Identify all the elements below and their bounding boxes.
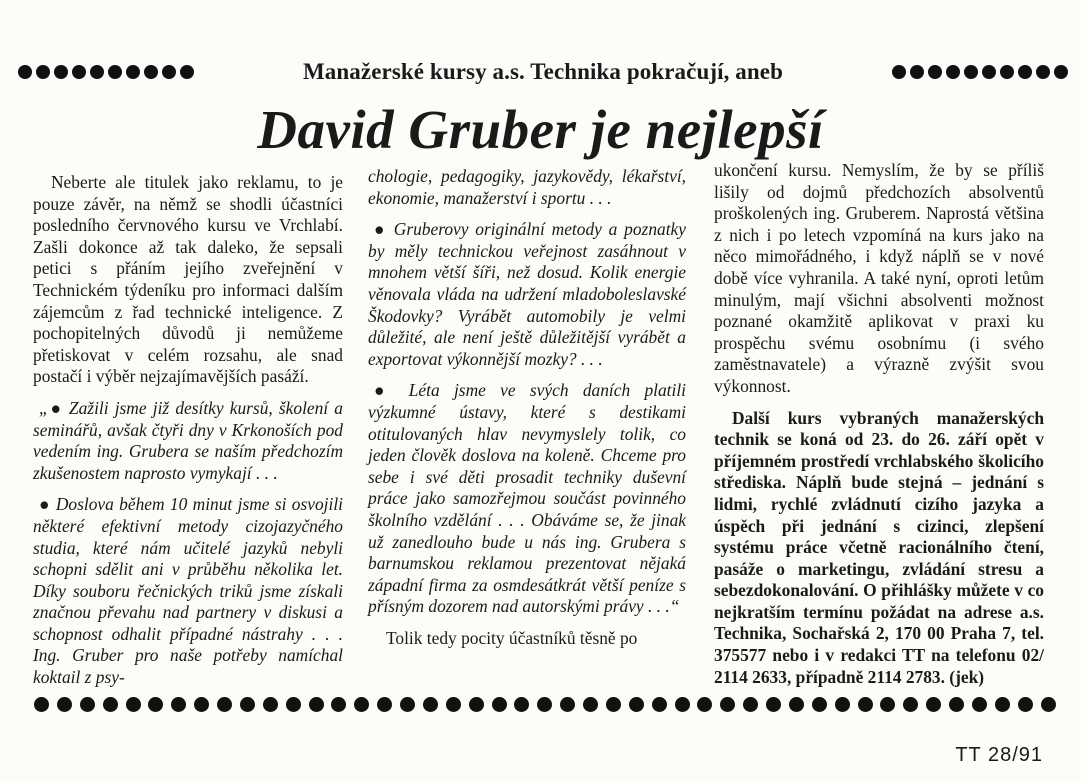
paragraph: „● Zažili jsme již desítky kursů, školení a seminářů, avšak čtyři dny v Krkonoších pod vedením ing. Grubera se naším předchozím zkušenostem naprosto vymykají . . . [33,397,343,483]
kicker-line [18,52,1068,92]
paragraph: ukončení kursu. Nemyslím, že by se příliš lišily od dojmů předchozích absolventů proškolených ing. Gruberem. Naprostá většina z nich i po letech vzpomíná na kurs jako na něco mimořádného, i když náplň se v nové době více vyhranila. A také nyní, oproti letům minulým, mají všichni absolventi možnost poznané okamžitě aplikovat v praxi ku prospěchu svému osobnímu (i svého zaměstnavatele) a výrazně zvýšit svou výkonnost. [714,160,1044,396]
paragraph: Tolik tedy pocity účastníků těsně po [386,627,638,648]
column-3 [714,160,1044,698]
course-info-paragraph: Další kurs vybraných manažerských technik se koná od 23. do 26. září opět v příjemném prostředí vrchlabského školicího střediska. Náplň bude stejná – jednání s lidmi, rychlé zvládnutí cizího jazyka a úspěch při jednání s cizinci, zlepšení systému práce včetně racionálního čtení, pasáže o marketingu, zvládání stresu a sebezdokonalování. O přihlášky můžete v co nejkratším termínu požádat na adrese a.s. Technika, Sochařská 2, 170 00 Praha 7, tel. 375577 nebo i v redakci TT na telefonu 02/ 2114 2633, případně 2114 2783. (jek) [714,407,1044,687]
bottom-dot-rule [34,697,1056,712]
column-1 [33,172,343,699]
right-dot-rule [892,65,1068,79]
paragraph: ● Doslova během 10 minut jsme si osvojili některé efektivní metody cizojazyčného studia, které nám učitelé jazyků nebyli schopni sdělit ani v průběhu několika let. Díky souboru řečnických triků jsme získali značnou převahu nad partnery v diskusi a schopnost odhalit případné nástrahy . . . Ing. Gruber pro naše potřeby namíchal koktail z psy- [33,494,343,688]
issue-number: TT 28/91 [955,744,1043,766]
headline: David Gruber je nejlepší [257,99,824,160]
paragraph: ● Léta jsme ve svých daních platili výzkumné ústavy, které s destikami otitulovaných hlav nevymyslely tolik, co jeden člověk doslova na koleně. Chceme pro sebe i své děti prosadit techniky duševní práce jako samozřejmou součást povinného školního vzdělání . . . Obáváme se, že jinak už zanedlouho bude u nás ing. Grubera s barnumskou reklamou prezentovat nějaká západní firma za osmdesátkrát větší peníze s přísným dozorem nad autorskými právy . . .“ [368,380,686,617]
kicker-text: Manažerské kursy a.s. Technika pokračují, aneb [303,59,783,84]
column-2 [368,166,686,659]
left-dot-rule [18,65,194,79]
paragraph: chologie, pedagogiky, jazykovědy, lékařství, ekonomie, manažerství i sportu . . . [368,166,686,208]
paragraph: Neberte ale titulek jako reklamu, to je pouze závěr, na němž se shodli účastníci posledního červnového kursu ve Vrchlabí. Zašli dokonce až tak daleko, že sepsali petici s přáním jejího zveřejnění v Technickém týdeníku pro informaci dalším zájemcům z řad technické inteligence. Z pochopitelných důvodů ji nemůžeme přetiskovat v celém rozsahu, ale snad postačí i výběr nejzajímavějších pasáží. [33,172,343,387]
paragraph: ● Gruberovy originální metody a poznatky by měly technickou veřejnost zasáhnout v mnohem větší šíři, než dosud. Kolik energie věnovala vláda na udržení mladoboleslavské Škodovky? Vyrábět automobily je velmi důležité, ale není ještě důležitější vyrábět a exportovat výkonnější mozky? . . . [368,219,686,369]
